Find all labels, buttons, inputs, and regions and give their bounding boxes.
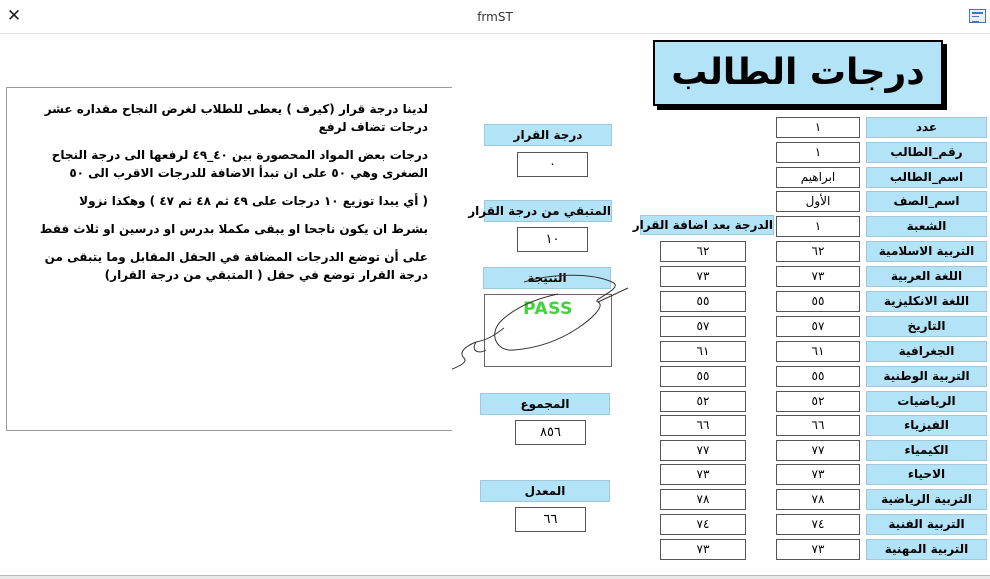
form-heading: درجات الطالب	[653, 40, 943, 106]
average-label: المعدل	[480, 480, 610, 502]
subject-grade-after-decision[interactable]: ٥٥	[660, 291, 746, 312]
instruction-paragraph: ( أي يبدا توزيع ١٠ درجات على ٤٩ ثم ٤٨ ثم ٤٧ ) وهكذا نزولا	[79, 194, 428, 208]
subject-grade-after-decision[interactable]: ٦٢	[660, 241, 746, 262]
subject-grade-after-decision[interactable]: ٧٤	[660, 514, 746, 535]
subject-grade[interactable]: ٥٧	[776, 316, 860, 337]
form-icon[interactable]	[969, 9, 986, 23]
subject-label: اللغة العربية	[866, 266, 987, 287]
subject-grade-after-decision[interactable]: ٥٥	[660, 366, 746, 387]
scribble-annotation	[440, 270, 640, 380]
field-count[interactable]: ١	[776, 117, 860, 138]
subject-label: التربية الاسلامية	[866, 241, 987, 262]
subject-grade-after-decision[interactable]: ٦١	[660, 341, 746, 362]
subject-label: التاريخ	[866, 316, 987, 337]
close-icon[interactable]: ✕	[6, 6, 22, 26]
status-bar	[0, 575, 990, 579]
subject-grade-after-decision[interactable]: ٥٢	[660, 391, 746, 412]
field-label-count: عدد	[866, 117, 987, 138]
instructions-text	[14, 100, 428, 294]
result-label: النتيجة	[483, 267, 611, 289]
remaining-decision-field[interactable]: ١٠	[517, 227, 588, 252]
subject-grade-after-decision[interactable]: ٧٣	[660, 464, 746, 485]
subject-grade[interactable]: ٥٢	[776, 391, 860, 412]
field-label-student-number: رقم_الطالب	[866, 142, 987, 163]
subject-label: اللغة الانكليزية	[866, 291, 987, 312]
subject-grade-after-decision[interactable]: ٥٧	[660, 316, 746, 337]
result-value: PASS	[523, 299, 573, 319]
field-class-name[interactable]: الأول	[776, 191, 860, 212]
subject-grade[interactable]: ٧٤	[776, 514, 860, 535]
subject-label: الرياضيات	[866, 391, 987, 412]
subject-grade-after-decision[interactable]: ٧٨	[660, 489, 746, 510]
subject-grade[interactable]: ٧٨	[776, 489, 860, 510]
subject-grade[interactable]: ٥٥	[776, 366, 860, 387]
instruction-paragraph: درجات بعض المواد المحصورة بين ٤٠_٤٩ لرفعها الى درجة النجاح الصغرى وهي ٥٠ على ان تبدأ الاضافة للدرجات الاقرب الى ٥٠	[51, 148, 428, 180]
remaining-decision-label: المتبقي من درجة القرار	[484, 200, 612, 222]
subject-grade[interactable]: ٧٧	[776, 440, 860, 461]
total-label: المجموع	[480, 393, 610, 415]
average-field[interactable]: ٦٦	[515, 507, 586, 532]
total-field[interactable]: ٨٥٦	[515, 420, 586, 445]
instruction-paragraph: على أن توضع الدرجات المضافة في الحقل المقابل وما يتبقى من درجة القرار توضع في حقل ( المتبقي من درجة القرار)	[44, 250, 428, 282]
field-section[interactable]: ١	[776, 216, 860, 237]
decision-grade-field[interactable]: ٠	[517, 152, 588, 177]
subject-grade[interactable]: ٦٢	[776, 241, 860, 262]
window-title: frmST	[477, 10, 513, 24]
decision-label: درجة القرار	[484, 124, 612, 146]
subject-label: التربية الفنية	[866, 514, 987, 535]
field-student-name[interactable]: ابراهيم	[776, 167, 860, 188]
subject-grade[interactable]: ٧٣	[776, 464, 860, 485]
field-label-class-name: اسم_الصف	[866, 191, 987, 212]
after-decision-header: الدرجة بعد اضافة القرار	[640, 215, 774, 235]
subject-label: التربية المهنية	[866, 539, 987, 560]
field-label-section: الشعبة	[866, 216, 987, 237]
subject-grade[interactable]: ٥٥	[776, 291, 860, 312]
instruction-paragraph: بشرط ان يكون ناجحا او يبقى مكملا بدرس او درسين او ثلاث فقط	[39, 222, 428, 236]
subject-grade-after-decision[interactable]: ٧٣	[660, 539, 746, 560]
subject-label: الفيزياء	[866, 415, 987, 436]
subject-grade[interactable]: ٦١	[776, 341, 860, 362]
subject-label: الكيمياء	[866, 440, 987, 461]
subject-label: الاحياء	[866, 464, 987, 485]
subject-grade[interactable]: ٧٣	[776, 266, 860, 287]
subject-grade-after-decision[interactable]: ٧٧	[660, 440, 746, 461]
instruction-paragraph: لدينا درجة قرار (كيرف ) يعطى للطلاب لغرض النجاح مقداره عشر درجات تضاف لرفع	[44, 102, 428, 134]
subject-label: الجغرافية	[866, 341, 987, 362]
subject-grade-after-decision[interactable]: ٦٦	[660, 415, 746, 436]
subject-grade[interactable]: ٧٣	[776, 539, 860, 560]
subject-grade[interactable]: ٦٦	[776, 415, 860, 436]
field-label-student-name: اسم_الطالب	[866, 167, 987, 188]
subject-label: التربية الرياضية	[866, 489, 987, 510]
field-student-number[interactable]: ١	[776, 142, 860, 163]
subject-grade-after-decision[interactable]: ٧٣	[660, 266, 746, 287]
subject-label: التربية الوطنية	[866, 366, 987, 387]
